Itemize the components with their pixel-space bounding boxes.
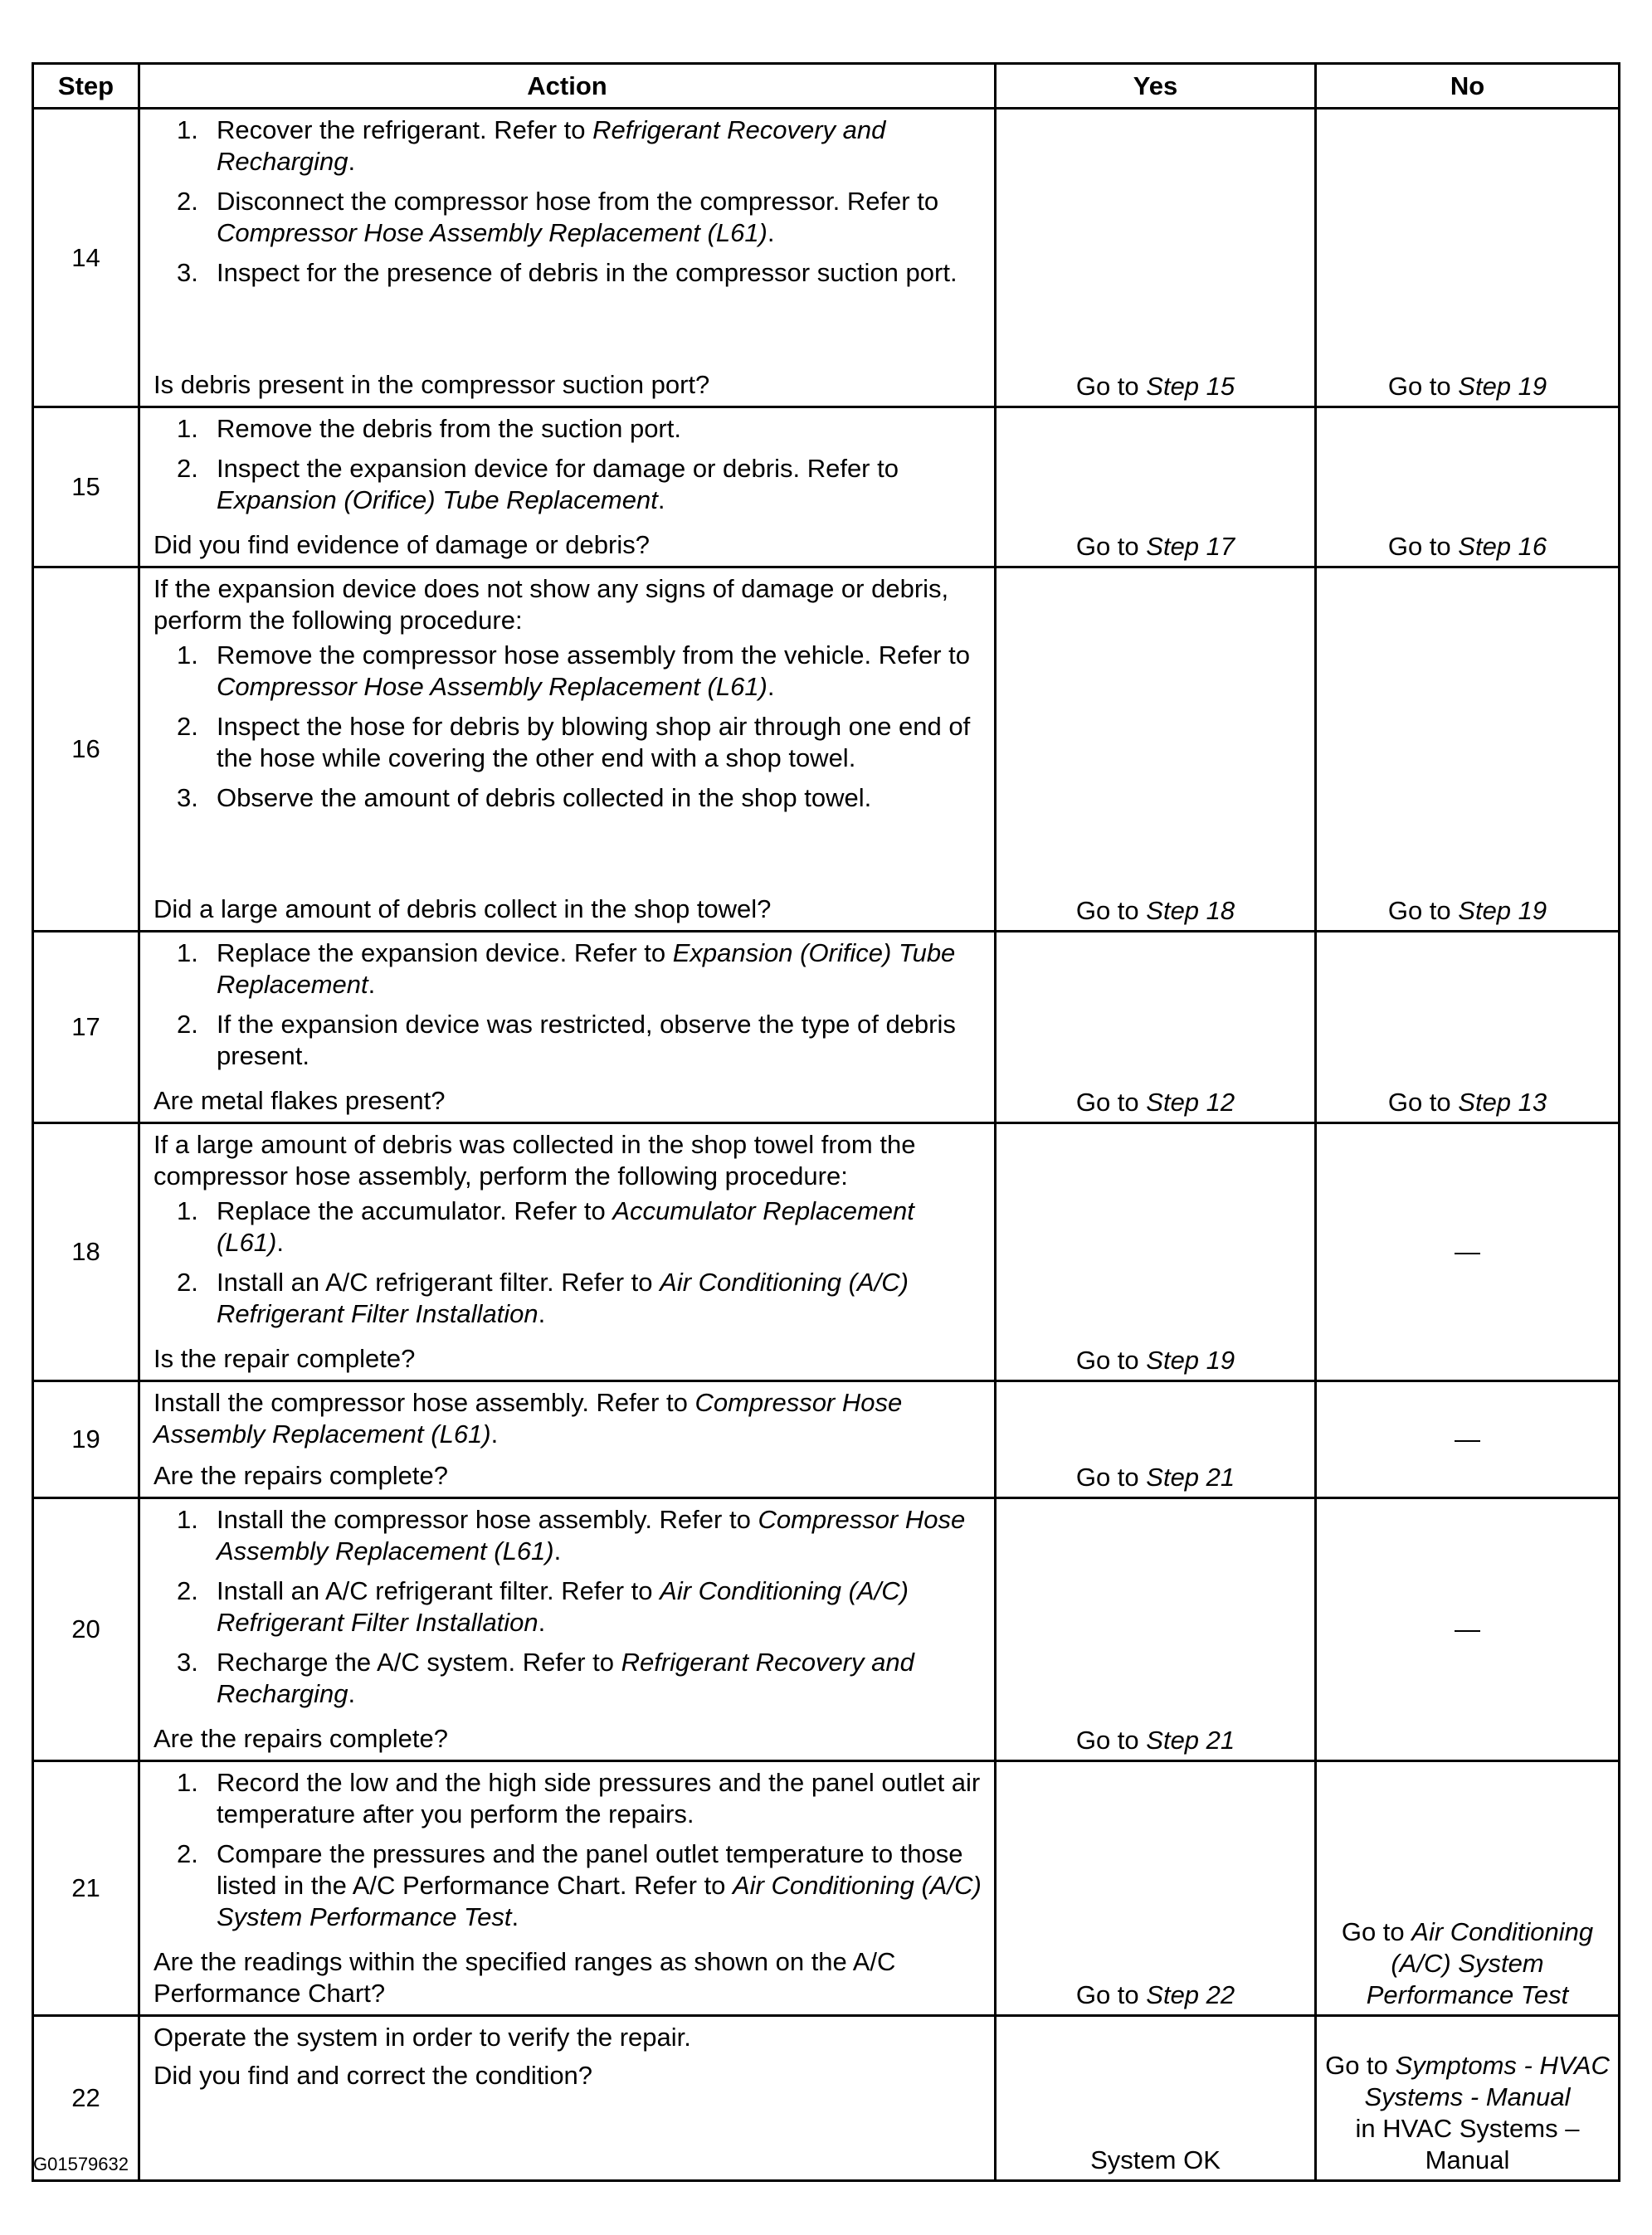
list-item: 1. Replace the accumulator. Refer to Accumulator Replacement (L61).	[177, 1196, 914, 1257]
no-cell: Go to Step 19	[1316, 567, 1620, 932]
list-item: 2. Install an A/C refrigerant filter. Refer to Air Conditioning (A/C) Refrigerant Filter Installation.	[177, 1576, 909, 1637]
list-item: 2. Inspect the hose for debris by blowing shop air through one end of the hose while covering the other end with a shop towel.	[177, 712, 971, 772]
question-text: Is the repair complete?	[154, 1344, 416, 1373]
table-row	[33, 1381, 1620, 1498]
no-cell: Go to Step 19	[1316, 109, 1620, 407]
question-text: Did you find evidence of damage or debris?	[154, 530, 650, 559]
dash: —	[1455, 1614, 1480, 1643]
procedure-list	[154, 413, 984, 524]
no-cell: Go to Step 16	[1316, 407, 1620, 567]
no-cell: Go to Air Conditioning (A/C) System Performance Test	[1316, 1761, 1620, 2016]
procedure-list	[154, 1504, 984, 1718]
table-row	[33, 109, 1620, 407]
action-text: Operate the system in order to verify the repair.	[154, 2023, 691, 2052]
yes-cell: Go to Step 19	[996, 1123, 1316, 1381]
action-cell	[139, 1381, 996, 1498]
step-number: 17	[33, 932, 139, 1123]
list-item: 2. Disconnect the compressor hose from the compressor. Refer to Compressor Hose Assembly Replacement (L61).	[177, 187, 939, 247]
action-cell	[139, 1498, 996, 1761]
table-row	[33, 1761, 1620, 2016]
intro-text: Install the compressor hose assembly. Refer to Compressor Hose Assembly Replacement (L61).	[154, 1388, 903, 1449]
step-number: 21	[33, 1761, 139, 2016]
procedure-list	[154, 114, 984, 297]
step-number: 14	[33, 109, 139, 407]
no-cell	[1316, 1123, 1620, 1381]
yes-cell: Go to Step 12	[996, 932, 1316, 1123]
yes-cell: Go to Step 17	[996, 407, 1316, 567]
header-step: Step	[33, 64, 139, 109]
figure-id: G01579632	[33, 2154, 129, 2174]
question-text: Did you find and correct the condition?	[154, 2061, 593, 2090]
table-row	[33, 2016, 1620, 2181]
question-text: Are the readings within the specified ranges as shown on the A/C Performance Chart?	[154, 1947, 896, 2008]
action-cell	[139, 567, 996, 932]
diagnostic-table	[32, 62, 1620, 2182]
header-yes: Yes	[996, 64, 1316, 109]
header-row	[33, 64, 1620, 109]
step-number: 16	[33, 567, 139, 932]
procedure-list	[154, 1767, 984, 1941]
list-item: 2. Inspect the expansion device for damage or debris. Refer to Expansion (Orifice) Tube Replacement.	[177, 454, 899, 514]
table-row	[33, 567, 1620, 932]
list-item: 1. Remove the debris from the suction port.	[177, 414, 681, 443]
header-no: No	[1316, 64, 1620, 109]
no-cell: Go to Step 13	[1316, 932, 1620, 1123]
step-number: 22	[33, 2016, 139, 2181]
no-cell	[1316, 1381, 1620, 1498]
list-item: 1. Record the low and the high side pressures and the panel outlet air temperature after you perform the repairs.	[177, 1768, 981, 1828]
question-text: Are the repairs complete?	[154, 1461, 448, 1490]
yes-cell: Go to Step 18	[996, 567, 1316, 932]
yes-cell: Go to Step 21	[996, 1498, 1316, 1761]
list-item: 2. If the expansion device was restricted, observe the type of debris present.	[177, 1010, 956, 1070]
yes-cell: Go to Step 15	[996, 109, 1316, 407]
step-number: 20	[33, 1498, 139, 1761]
list-item: 2. Install an A/C refrigerant filter. Refer to Air Conditioning (A/C) Refrigerant Filter Installation.	[177, 1268, 909, 1328]
dash: —	[1455, 1424, 1480, 1453]
table-row	[33, 1498, 1620, 1761]
no-cell: Go to Symptoms - HVAC Systems - Manual in HVAC Systems – Manual	[1316, 2016, 1620, 2181]
header-action: Action	[139, 64, 996, 109]
step-number: 18	[33, 1123, 139, 1381]
yes-cell: System OK	[996, 2016, 1316, 2181]
question-text: Is debris present in the compressor suction port?	[154, 370, 710, 399]
intro-text: If the expansion device does not show any signs of damage or debris, perform the following procedure:	[154, 574, 949, 635]
step-number: 15	[33, 407, 139, 567]
question-text: Did a large amount of debris collect in the shop towel?	[154, 894, 772, 923]
yes-cell: Go to Step 22	[996, 1761, 1316, 2016]
no-cell	[1316, 1498, 1620, 1761]
question-text: Are the repairs complete?	[154, 1724, 448, 1753]
dash: —	[1455, 1237, 1480, 1266]
action-cell	[139, 1123, 996, 1381]
action-cell	[139, 932, 996, 1123]
table-row	[33, 407, 1620, 567]
intro-text: If a large amount of debris was collected in the shop towel from the compressor hose assembly, perform the following procedure:	[154, 1130, 916, 1191]
action-cell	[139, 109, 996, 407]
procedure-list	[154, 937, 984, 1080]
action-cell	[139, 407, 996, 567]
step-number: 19	[33, 1381, 139, 1498]
list-item: 3. Inspect for the presence of debris in the compressor suction port.	[177, 258, 958, 287]
action-cell	[139, 2016, 996, 2181]
yes-cell: Go to Step 21	[996, 1381, 1316, 1498]
list-item: 1. Recover the refrigerant. Refer to Refrigerant Recovery and Recharging.	[177, 115, 886, 176]
table-row	[33, 932, 1620, 1123]
table-row	[33, 1123, 1620, 1381]
list-item: 1. Replace the expansion device. Refer to Expansion (Orifice) Tube Replacement.	[177, 938, 956, 999]
list-item: 3. Observe the amount of debris collected in the shop towel.	[177, 783, 872, 812]
action-cell	[139, 1761, 996, 2016]
list-item: 1. Remove the compressor hose assembly from the vehicle. Refer to Compressor Hose Assembly Replacement (L61).	[177, 640, 970, 701]
list-item: 1. Install the compressor hose assembly. Refer to Compressor Hose Assembly Replacement (L61).	[177, 1505, 966, 1565]
procedure-list	[154, 640, 984, 822]
list-item: 2. Compare the pressures and the panel outlet temperature to those listed in the A/C Performance Chart. Refer to Air Conditioning (A/C) System Performance Test.	[177, 1839, 982, 1931]
procedure-list	[154, 1195, 984, 1338]
list-item: 3. Recharge the A/C system. Refer to Refrigerant Recovery and Recharging.	[177, 1648, 914, 1708]
question-text: Are metal flakes present?	[154, 1086, 446, 1115]
